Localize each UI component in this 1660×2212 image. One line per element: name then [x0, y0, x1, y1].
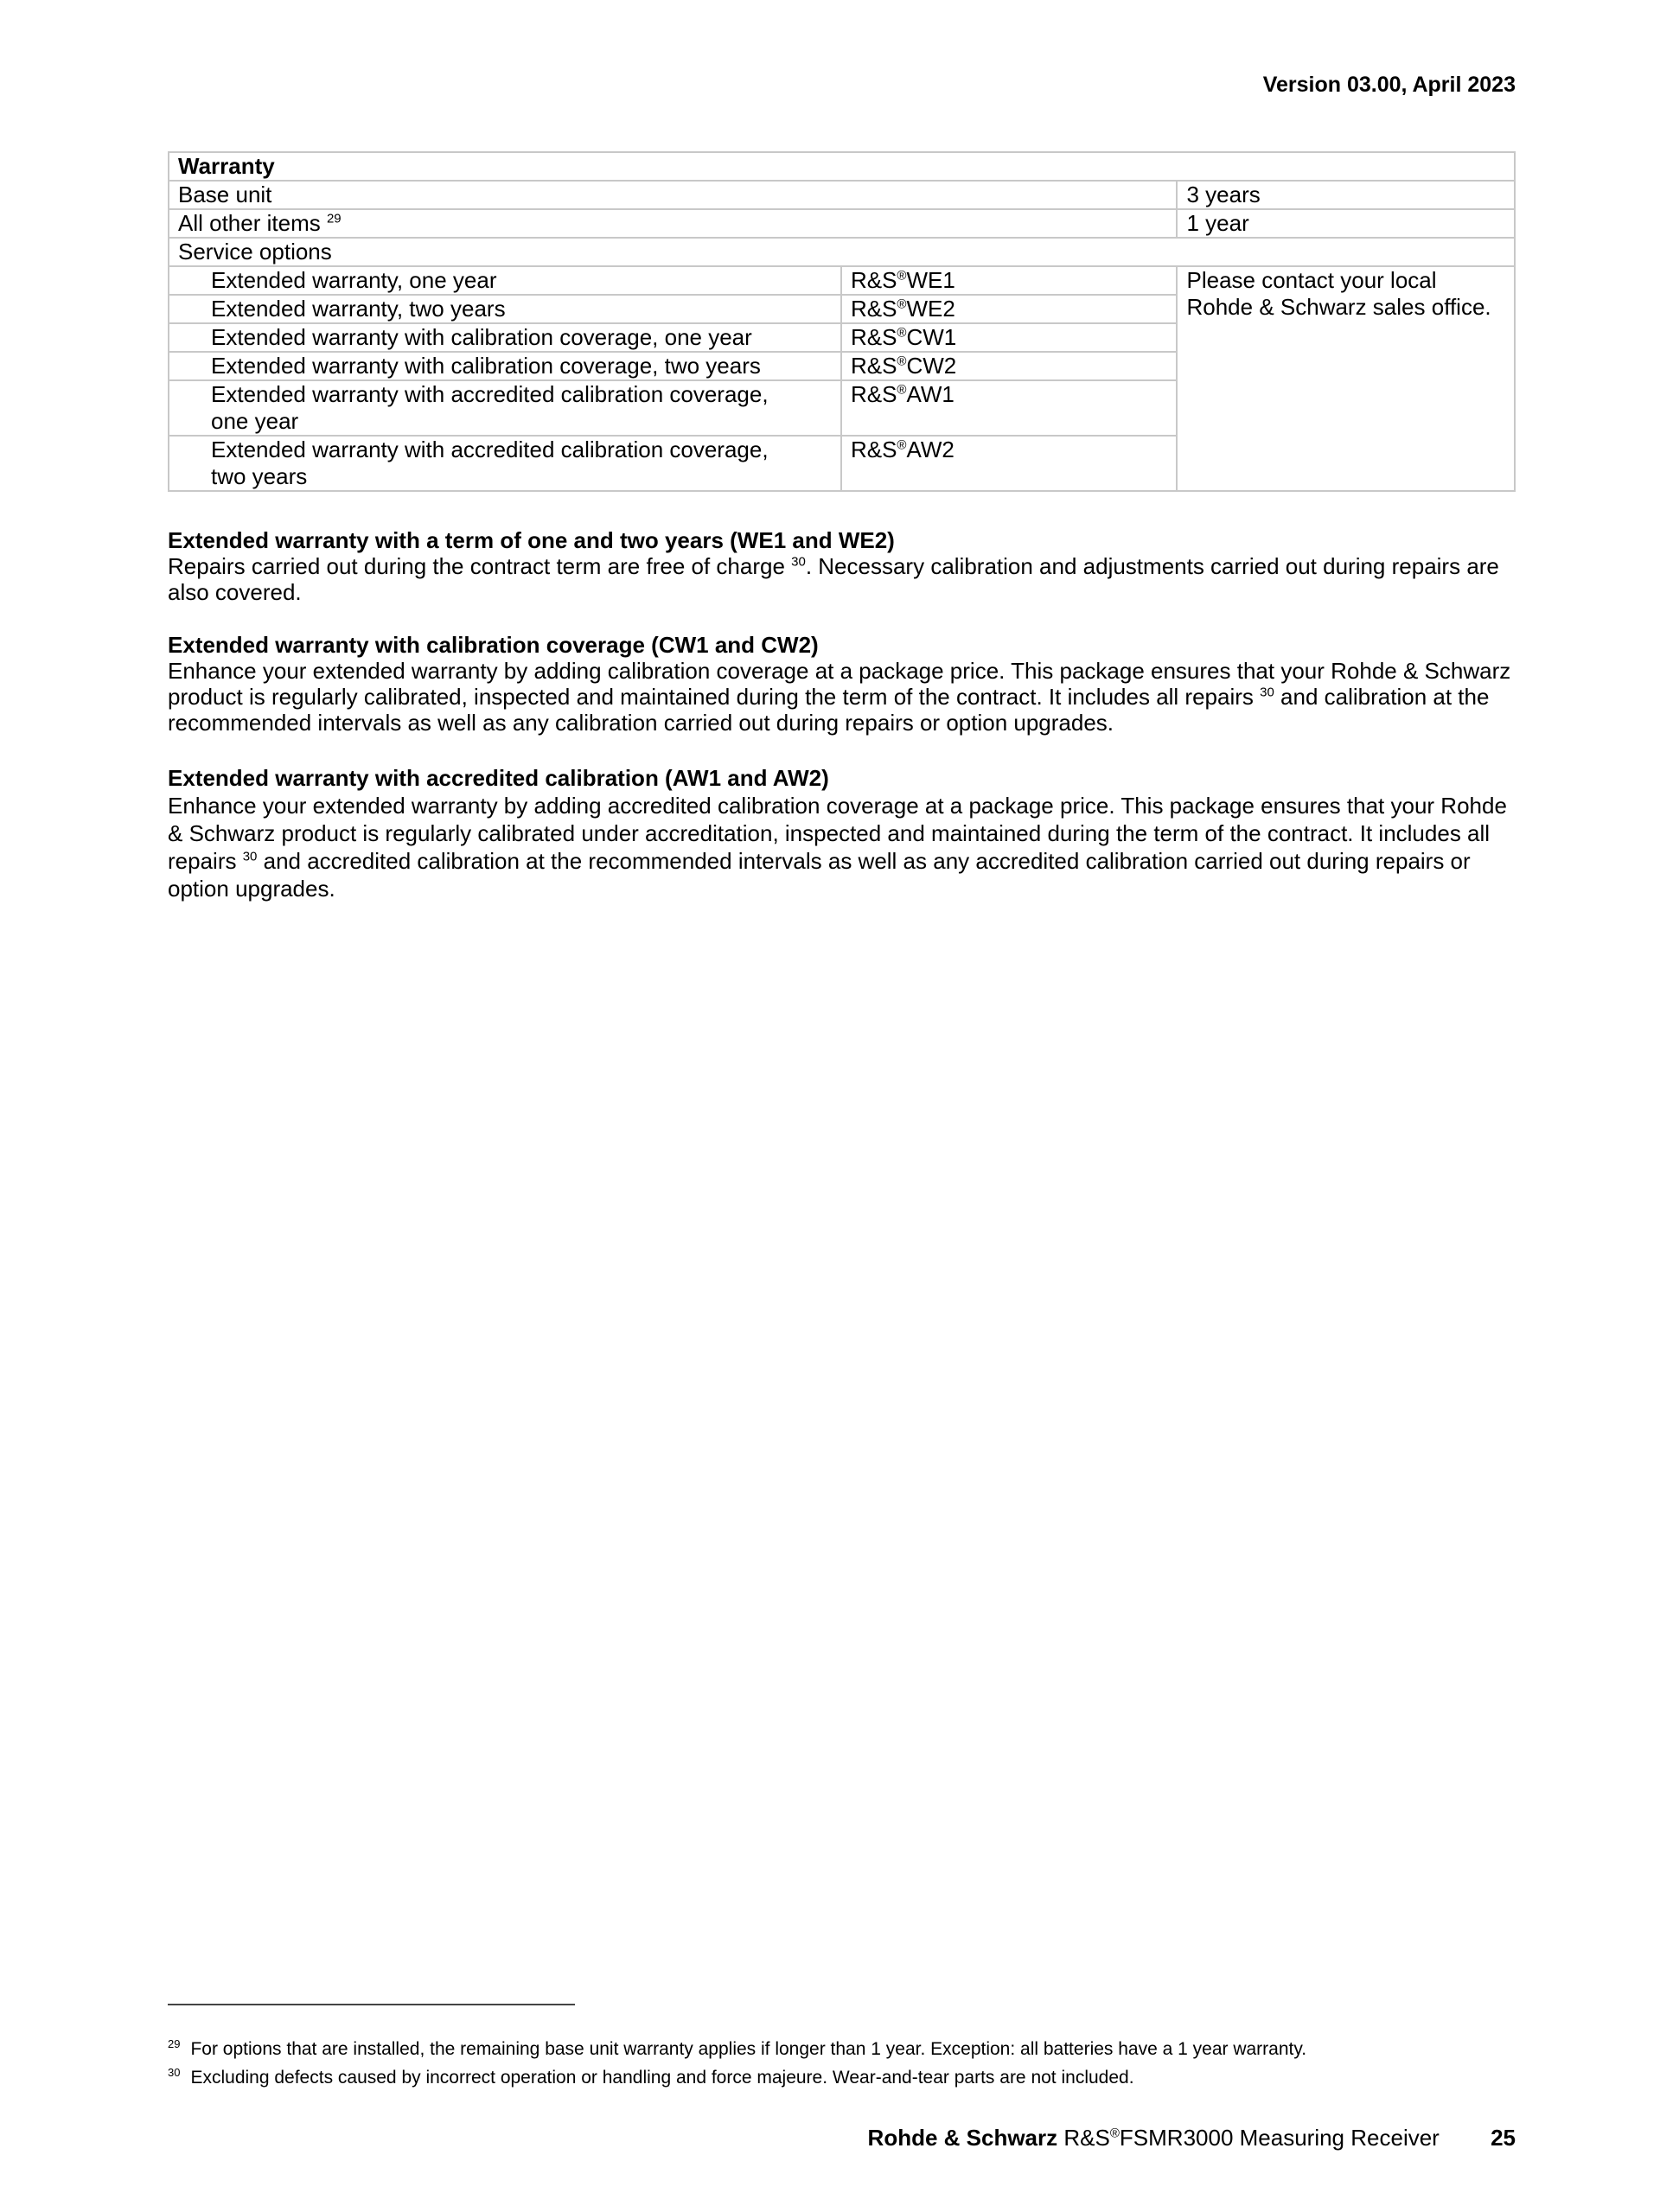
footer-company: Rohde & Schwarz: [867, 2125, 1058, 2151]
option-label: Extended warranty with accredited calibration coverage, two years: [169, 436, 841, 491]
section-heading: Extended warranty with calibration coverage (CW1 and CW2): [168, 632, 819, 658]
footnote: $^{30}$ Excluding defects caused by incorrect operation or handling and force majeure. Wear-and-tear parts are not included.: [168, 2066, 1134, 2088]
contact-note: Please contact your local Rohde & Schwarz sales office.: [1177, 266, 1515, 491]
base-unit-value: 3 years: [1177, 181, 1515, 209]
option-label: Extended warranty with calibration coverage, two years: [169, 352, 841, 380]
other-items-label: All other items: [178, 210, 321, 236]
section-text: Repairs carried out during the contract term are free of charge $^{30}$. Necessary calibration and adjustments carried out during repairs are also covered.: [168, 553, 1499, 605]
footnote-ref: 29: [326, 211, 342, 226]
option-code: R&S®AW2: [841, 436, 1178, 491]
page-number: 25: [1491, 2125, 1516, 2151]
table-row: [169, 181, 1515, 209]
section-cw: [168, 632, 1521, 736]
section-heading: Extended warranty with accredited calibration (AW1 and AW2): [168, 765, 829, 791]
footer-product: R&S®FSMR3000 Measuring Receiver: [1063, 2125, 1440, 2151]
option-label: Extended warranty with calibration coverage, one year: [169, 323, 841, 352]
option-label: Extended warranty, one year: [169, 266, 841, 295]
option-code: R&S®CW2: [841, 352, 1178, 380]
table-row: [169, 266, 1515, 295]
option-code: R&S®AW1: [841, 380, 1178, 436]
section-text: Enhance your extended warranty by adding accredited calibration coverage at a package price. This package ensures that your Rohde & Schwarz product is regularly calibrated under accreditation, inspected and maintained during the term of the contract. It includes all repairs $^{30}$ and accredited calibration at the recommended intervals as well as any accredited calibration carried out during repairs or option upgrades.: [168, 793, 1507, 902]
option-code: R&S®WE2: [841, 295, 1178, 323]
section-text: Enhance your extended warranty by adding calibration coverage at a package price. This package ensures that your Rohde & Schwarz product is regularly calibrated, inspected and maintained during the term of the contract. It includes all repairs $^{30}$ and calibration at the recommended intervals as well as any calibration carried out during repairs or option upgrades.: [168, 658, 1511, 736]
footnote: $^{29}$ For options that are installed, the remaining base unit warranty applies if longer than 1 year. Exception: all batteries have a 1 year warranty.: [168, 2037, 1307, 2059]
version-label: Version 03.00, April 2023: [1262, 73, 1516, 97]
option-label: Extended warranty, two years: [169, 295, 841, 323]
service-options-label: Service options: [169, 238, 1515, 266]
table-title: Warranty: [169, 152, 1515, 181]
other-items-value: 1 year: [1177, 209, 1515, 238]
section-aw: [168, 764, 1521, 902]
other-items-cell: [169, 209, 1177, 238]
page-footer: [868, 2125, 1516, 2151]
base-unit-label: Base unit: [169, 181, 1177, 209]
option-code: R&S®WE1: [841, 266, 1178, 295]
footnote-divider: [168, 2004, 575, 2005]
section-we: [168, 527, 1521, 605]
option-code: R&S®CW1: [841, 323, 1178, 352]
section-heading: Extended warranty with a term of one and two years (WE1 and WE2): [168, 527, 895, 553]
table-row: [169, 209, 1515, 238]
warranty-table: [168, 151, 1516, 492]
option-label: Extended warranty with accredited calibration coverage, one year: [169, 380, 841, 436]
